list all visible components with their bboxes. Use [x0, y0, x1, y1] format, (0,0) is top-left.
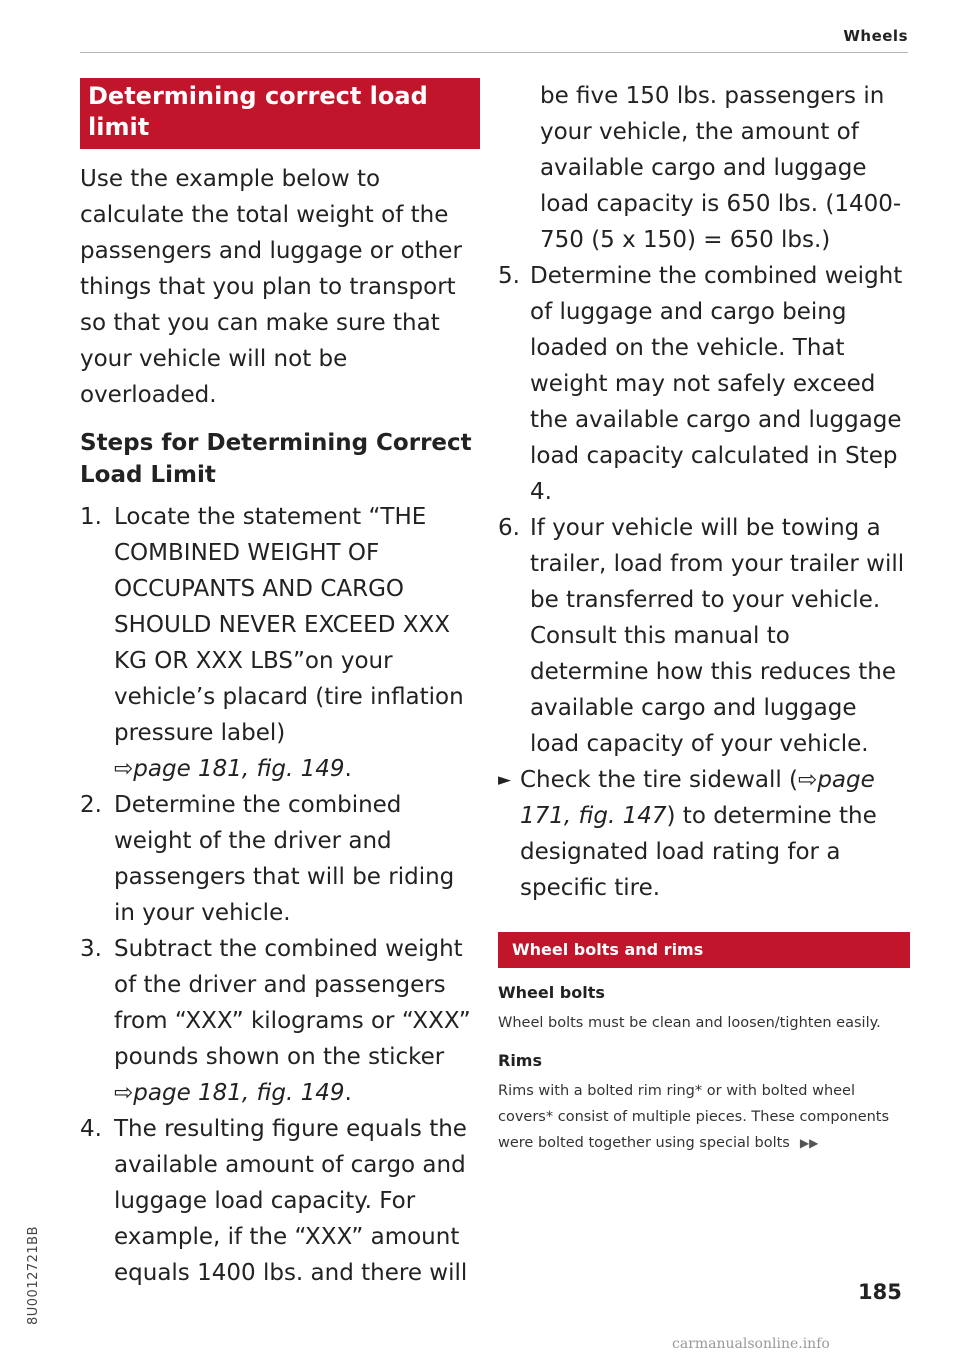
step-punct: . — [344, 756, 352, 782]
continue-arrow-icon: ▶▶ — [799, 1136, 819, 1150]
step-punct: . — [344, 1080, 352, 1106]
rims-text: Rims with a bolted rim ring* or with bolted wheel covers* consist of multiple pieces. These components were bolted together using special bolts — [498, 1083, 890, 1151]
step-text — [114, 931, 480, 1111]
check-text-after: ) to determine the designated load rating for a specific tire. — [520, 803, 877, 901]
rims-heading: Rims — [498, 1051, 542, 1070]
left-column — [80, 78, 480, 1291]
check-instruction — [498, 762, 910, 906]
page-number: 185 — [858, 1280, 902, 1304]
running-header: Wheels — [843, 27, 908, 45]
step-4-continuation: be five 150 lbs. passengers in your vehicle, the amount of available cargo and luggage load capacity is 650 lbs. (1400-750 (5 x 150) = 650 lbs.) — [540, 83, 902, 253]
list-item — [80, 1111, 480, 1291]
step-number: 5. — [498, 263, 520, 289]
watermark: carmanualsonline.info — [672, 1336, 830, 1352]
rims-paragraph — [498, 1078, 910, 1156]
wheel-bolts-paragraph: Wheel bolts must be clean and loosen/tighten easily. — [498, 1015, 881, 1031]
step-number: 6. — [498, 515, 520, 541]
page-reference-text: page 171, fig. 147 — [520, 767, 875, 829]
check-text-before: Check the tire sidewall ( — [520, 767, 799, 793]
steps-list-right — [498, 258, 910, 762]
step-body: Subtract the combined weight of the driver and passengers from “XXX” kilograms or “XXX” pounds shown on the sticker — [114, 936, 471, 1070]
list-item — [80, 931, 480, 1111]
step-text: If your vehicle will be towing a trailer, load from your trailer will be transferred to your vehicle. Consult this manual to determine how this reduces the available cargo and luggage load capacity of your vehicle. — [530, 515, 905, 757]
step-number: 4. — [80, 1116, 102, 1142]
section-title-wheel-bolts-rims: Wheel bolts and rims — [498, 932, 910, 968]
step-text: Determine the combined weight of the driver and passengers that will be riding in your vehicle. — [114, 792, 455, 926]
step-number: 1. — [80, 504, 102, 530]
page-reference-text: page 181, fig. 149 — [133, 1080, 345, 1106]
step-text — [114, 499, 480, 787]
step-body: Locate the statement “THE COMBINED WEIGHT OF OCCUPANTS AND CARGO SHOULD NEVER EXCEED XXX KG OR XXX LBS”on your vehicle’s placard (tire inflation pressure label) — [114, 504, 464, 746]
list-item — [80, 499, 480, 787]
header-rule — [80, 52, 908, 53]
triangle-bullet-icon: ► — [498, 770, 512, 790]
right-column — [498, 78, 910, 1156]
arrow-right-icon: ⇨ — [798, 767, 818, 793]
check-text — [520, 762, 910, 906]
step-number: 2. — [80, 792, 102, 818]
document-code: 8U0012721BB — [26, 1225, 41, 1325]
steps-list-left — [80, 499, 480, 1291]
step-text: The resulting figure equals the available amount of cargo and luggage load capacity. For example, if the “XXX” amount equals 1400 lbs. and there will — [114, 1116, 468, 1286]
page-reference-link[interactable] — [114, 756, 345, 782]
page-reference-text: page 181, fig. 149 — [133, 756, 345, 782]
wheel-bolts-heading: Wheel bolts — [498, 983, 605, 1002]
list-item — [80, 787, 480, 931]
intro-paragraph: Use the example below to calculate the total weight of the passengers and luggage or other things that you plan to transport so that you can make sure that your vehicle will not be overloaded. — [80, 166, 462, 408]
step-number: 3. — [80, 936, 102, 962]
list-item — [498, 258, 910, 510]
section-title-load-limit: Determining correct load limit — [80, 78, 480, 149]
arrow-right-icon: ⇨ — [114, 756, 134, 782]
step-text: Determine the combined weight of luggage and cargo being loaded on the vehicle. That weight may not safely exceed the available cargo and luggage load capacity calculated in Step 4. — [530, 263, 903, 505]
steps-heading: Steps for Determining Correct Load Limit — [80, 430, 472, 488]
list-item — [498, 510, 910, 762]
arrow-right-icon: ⇨ — [114, 1080, 134, 1106]
page-reference-link[interactable] — [114, 1080, 345, 1106]
